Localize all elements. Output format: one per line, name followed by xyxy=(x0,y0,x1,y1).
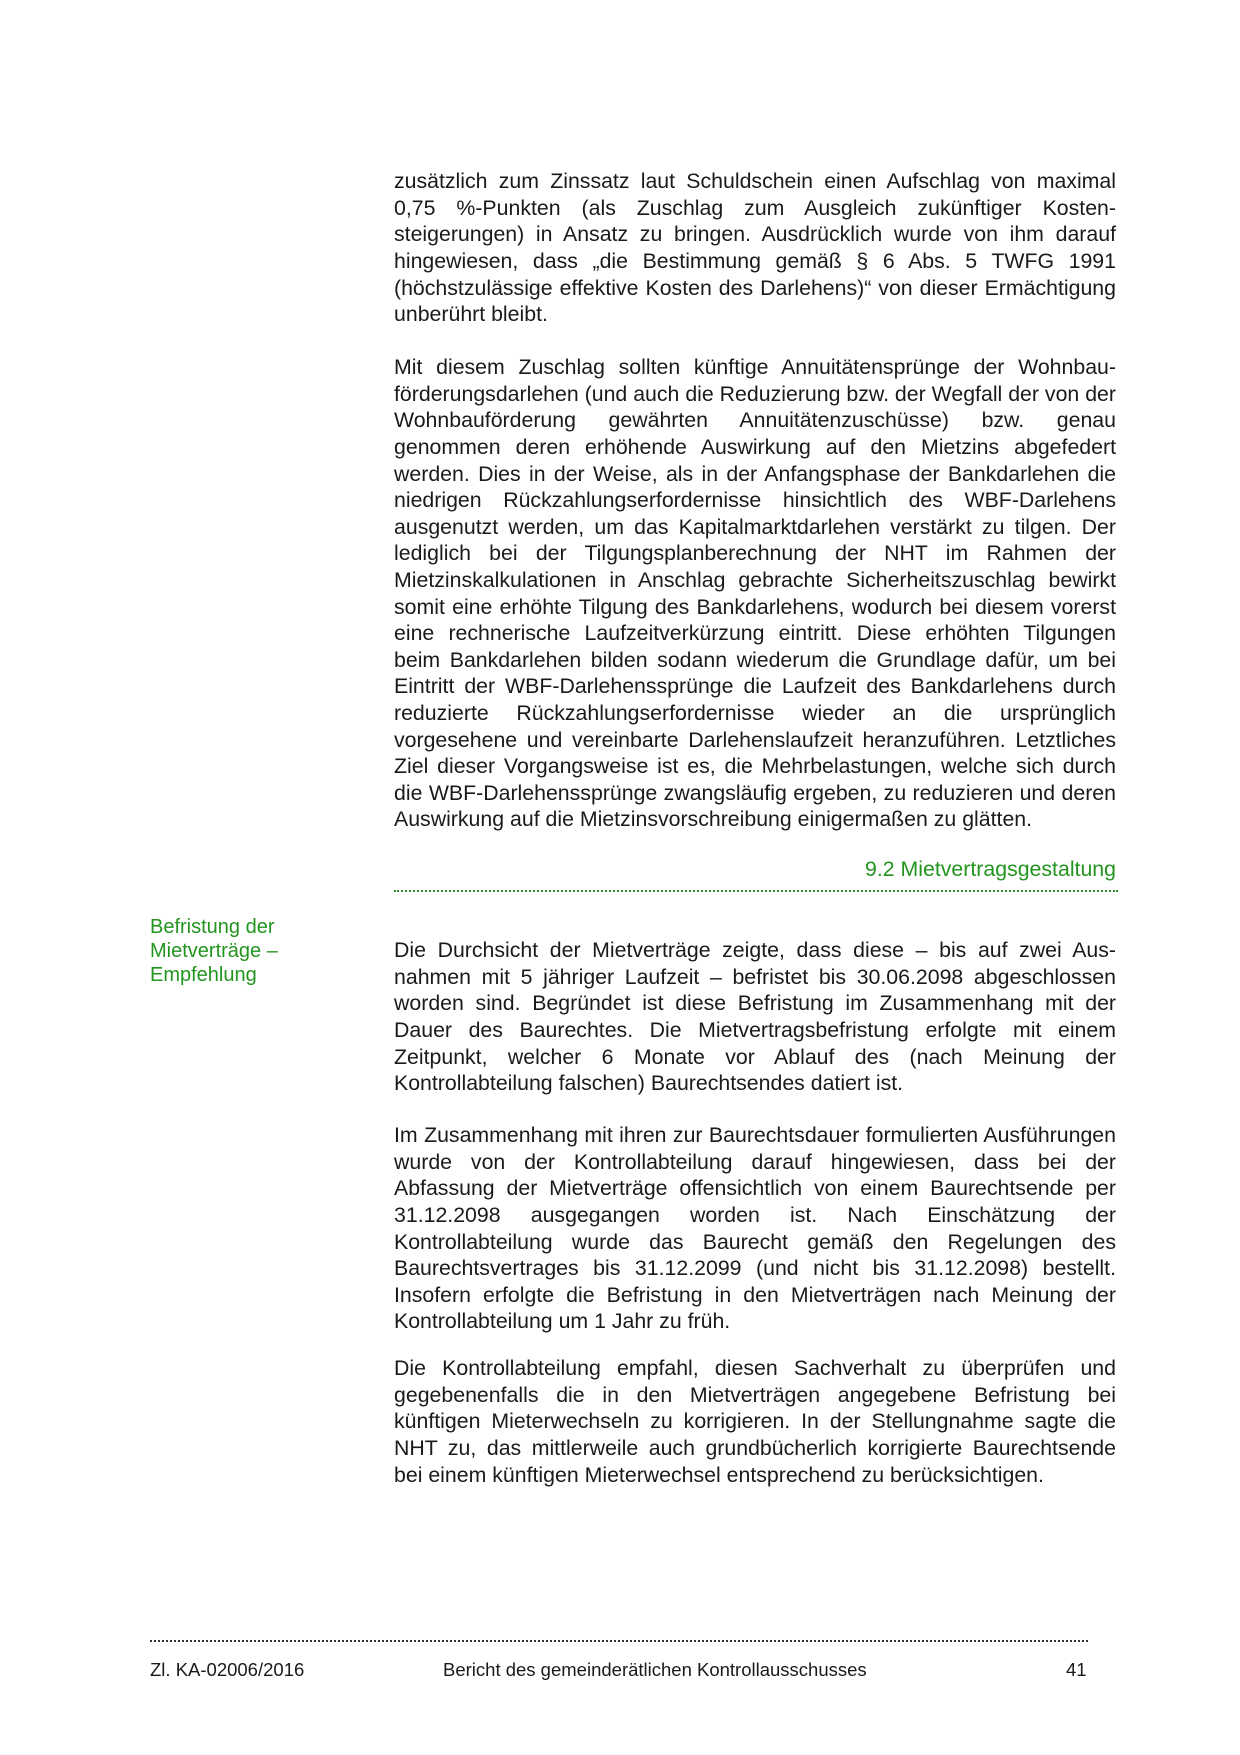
page-number: 41 xyxy=(1066,1659,1087,1680)
footer-divider xyxy=(150,1640,1088,1642)
margin-note: Befristung der Mietverträge – Empfehlung xyxy=(150,916,278,986)
footer-title: Bericht des gemeinderätlichen Kontrollausschusses xyxy=(443,1659,867,1680)
section-heading-text: 9.2 Mietvertragsgestaltung xyxy=(865,857,1116,881)
body-paragraph-1: zusätzlich zum Zinssatz laut Schuldschein einen Aufschlag von maximal 0,75 %-Punkten (als Zuschlag zum Ausgleich zukünftiger Kostensteigerungen) in Ansatz zu bringen. Ausdrücklich wurde von ihm darauf hingewiesen, dass „die Bestimmung gemäß § 6 Abs. 5 TWFG 1991 (höchstzulässige effektive Kosten des Darlehens)“ von dieser Ermächtigung unberührt bleibt. xyxy=(394,169,1116,327)
body-paragraph-2: Mit diesem Zuschlag sollten künftige Annuitätensprünge der Wohnbauförderungsdarlehen (und auch die Reduzierung bzw. der Wegfall der von der Wohnbauförderung gewährten Annuitätenzuschüsse) bzw. genau genommen deren erhöhende Auswirkung auf den Mietzins abgefedert werden. Dies in der Weise, als in der Anfangsphase der Bankdarlehen die niedrigen Rückzahlungserfordernisse hinsichtlich des WBF-Darlehens ausgenutzt werden, um das Kapitalmarktdarlehen verstärkt zu tilgen. Der lediglich bei der Tilgungsplanberechnung der NHT im Rahmen der Mietzinskalkulationen in Anschlag gebrachte Sicherheitszuschlag bewirkt somit eine erhöhte Tilgung des Bankdarlehens, wodurch bei diesem vorerst eine rechnerische Laufzeitverkürzung eintritt. Diese erhöhten Tilgungen beim Bankdarlehen bilden sodann wiederum die Grundlage dafür, um bei Eintritt der WBF-Darlehenssprünge die Laufzeit des Bankdarlehens durch reduzierte Rückzahlungserfordernisse wieder an die ursprünglich vorgesehene und vereinbarte Darlehenslaufzeit heranzuführen. Letztliches Ziel dieser Vorgangsweise ist es, die Mehrbelastungen, welche sich durch die WBF-Darlehenssprünge zwangsläufig ergeben, zu reduzieren und deren Auswirkung auf die Mietzinsvorschreibung einigermaßen zu glätten. xyxy=(394,355,1116,832)
section-heading xyxy=(394,850,1118,892)
footer-reference: Zl. KA-02006/2016 xyxy=(150,1659,305,1680)
body-paragraph-5: Die Kontrollabteilung empfahl, diesen Sachverhalt zu überprüfen und gegebenenfalls die in den Mietverträgen angegebene Befristung bei künftigen Mieterwechseln zu korrigieren. In der Stellungnahme sagte die NHT zu, das mittlerweile auch grundbücherlich korrigierte Baurechtsende bei einem künftigen Mieterwechsel entsprechend zu berücksichtigen. xyxy=(394,1356,1116,1487)
body-paragraph-3: Die Durchsicht der Mietverträge zeigte, dass diese – bis auf zwei Ausnahmen mit 5 jähriger Laufzeit – befristet bis 30.06.2098 abgeschlossen worden sind. Begründet ist diese Befristung im Zusammenhang mit der Dauer des Baurechtes. Die Mietvertragsbefristung erfolgte mit einem Zeitpunkt, welcher 6 Monate vor Ablauf des (nach Meinung der Kontrollabteilung falschen) Baurechtsendes datiert ist. xyxy=(394,938,1116,1096)
body-paragraph-4: Im Zusammenhang mit ihren zur Baurechtsdauer formulierten Ausführungen wurde von der Kontrollabteilung darauf hingewiesen, dass bei der Abfassung der Mietverträge offensichtlich von einem Baurechtsende per 31.12.2098 ausgegangen worden ist. Nach Einschätzung der Kontrollabteilung wurde das Baurecht gemäß den Regelungen des Baurechtsvertrages bis 31.12.2099 (und nicht bis 31.12.2098) bestellt. Insofern erfolgte die Befristung in den Mietverträgen nach Meinung der Kontrollabteilung um 1 Jahr zu früh. xyxy=(394,1123,1116,1334)
